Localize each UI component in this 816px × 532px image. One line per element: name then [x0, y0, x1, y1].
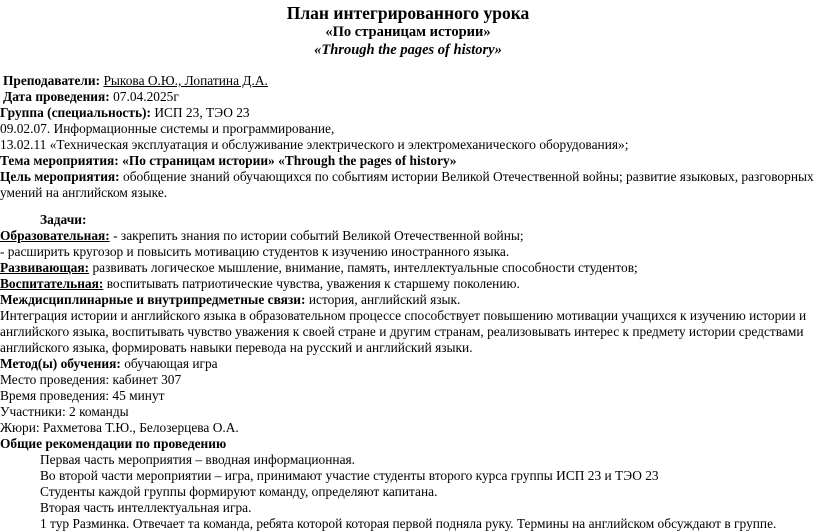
developing-label: Развивающая:: [0, 260, 90, 275]
theme-line: [0, 153, 816, 169]
tasks-heading: Задачи:: [40, 212, 87, 227]
recommendation-item: Вторая часть интеллектуальная игра.: [40, 500, 252, 515]
document-title: План интегрированного урока: [286, 3, 530, 23]
subtitle-en: «Through the pages of history»: [314, 42, 502, 58]
teachers-line: [0, 73, 816, 89]
recommendation-item: Первая часть мероприятия – вводная информационная.: [40, 452, 356, 467]
recommendations-heading: [0, 436, 816, 452]
upbringing-label: Воспитательная:: [0, 276, 104, 291]
links-label: Междисциплинарные и внутрипредметные связи:: [0, 292, 306, 307]
method-value: обучающая игра: [124, 356, 218, 371]
task-developing: [0, 260, 816, 276]
specialty-2: 13.02.11 «Техническая эксплуатация и обслуживание электрического и электромеханического оборудования»;: [0, 137, 629, 152]
time-line: Время проведения: 45 минут: [0, 388, 165, 403]
theme-label: Тема мероприятия:: [0, 153, 119, 168]
place-line: Место проведения: кабинет 307: [0, 372, 182, 387]
integration-paragraph: Интеграция истории и английского языка в образовательном процессе способствует повышению мотивации учащихся к изучению истории и английского языка, воспитывать чувство уважения к своей стране и другим странам, реализовывать интерес к предмету истории средствами английского языка, формировать навыки перевода на русский и английский языки.: [0, 308, 807, 355]
developing-value: развивать логическое мышление, внимание, память, интеллектуальные способности студентов;: [92, 260, 638, 275]
subtitle-ru: «По страницам истории»: [325, 24, 491, 40]
task-educational-2: - расширить кругозор и повысить мотивацию студентов к изучению иностранного языка.: [0, 244, 510, 259]
educational-value: - закрепить знания по истории событий Великой Отечественной войны;: [113, 228, 524, 243]
links-value: история, английский язык.: [308, 292, 461, 307]
recommendation-item: Студенты каждой группы формируют команду, определяют капитана.: [40, 484, 438, 499]
recommendation-item: Во второй части мероприятии – игра, принимают участие студенты второго курса группы ИСП 23 и ТЭО 23: [40, 468, 659, 483]
document-body: [0, 73, 816, 532]
task-educational: [0, 228, 816, 244]
method-label: Метод(ы) обучения:: [0, 356, 121, 371]
educational-label: Образовательная:: [0, 228, 110, 243]
teachers-value: Рыкова О.Ю., Лопатина Д.А.: [103, 73, 268, 88]
upbringing-value: воспитывать патриотические чувства, уважения к старшему поколению.: [106, 276, 520, 291]
group-value: ИСП 23, ТЭО 23: [154, 105, 250, 120]
theme-value: «По страницам истории» «Through the pages of history»: [122, 153, 457, 168]
group-line: [0, 105, 816, 121]
goal-label: Цель мероприятия:: [0, 169, 120, 184]
group-label: Группа (специальность):: [0, 105, 151, 120]
participants-line: Участники: 2 команды: [0, 404, 129, 419]
method-line: [0, 356, 816, 372]
interdisciplinary-links: [0, 292, 816, 308]
goal-line: [0, 169, 816, 201]
recommendations-heading-text: Общие рекомендации по проведению: [0, 436, 227, 451]
date-line: [0, 89, 816, 105]
recommendation-item: 1 тур Разминка. Отвечает та команда, ребята которой которая первой подняла руку. Термины на английском обсуждают в группе.: [40, 516, 777, 531]
date-label: Дата проведения:: [3, 89, 110, 104]
specialty-1: 09.02.07. Информационные системы и программирование,: [0, 121, 335, 136]
goal-value: обобщение знаний обучающихся по событиям истории Великой Отечественной войны; развитие языковых, разговорных умений на английском языке.: [0, 169, 814, 200]
teachers-label: Преподаватели:: [3, 73, 101, 88]
date-value: 07.04.2025г: [113, 89, 179, 104]
task-upbringing: [0, 276, 816, 292]
jury-line: Жюри: Рахметова Т.Ю., Белозерцева О.А.: [0, 420, 239, 435]
